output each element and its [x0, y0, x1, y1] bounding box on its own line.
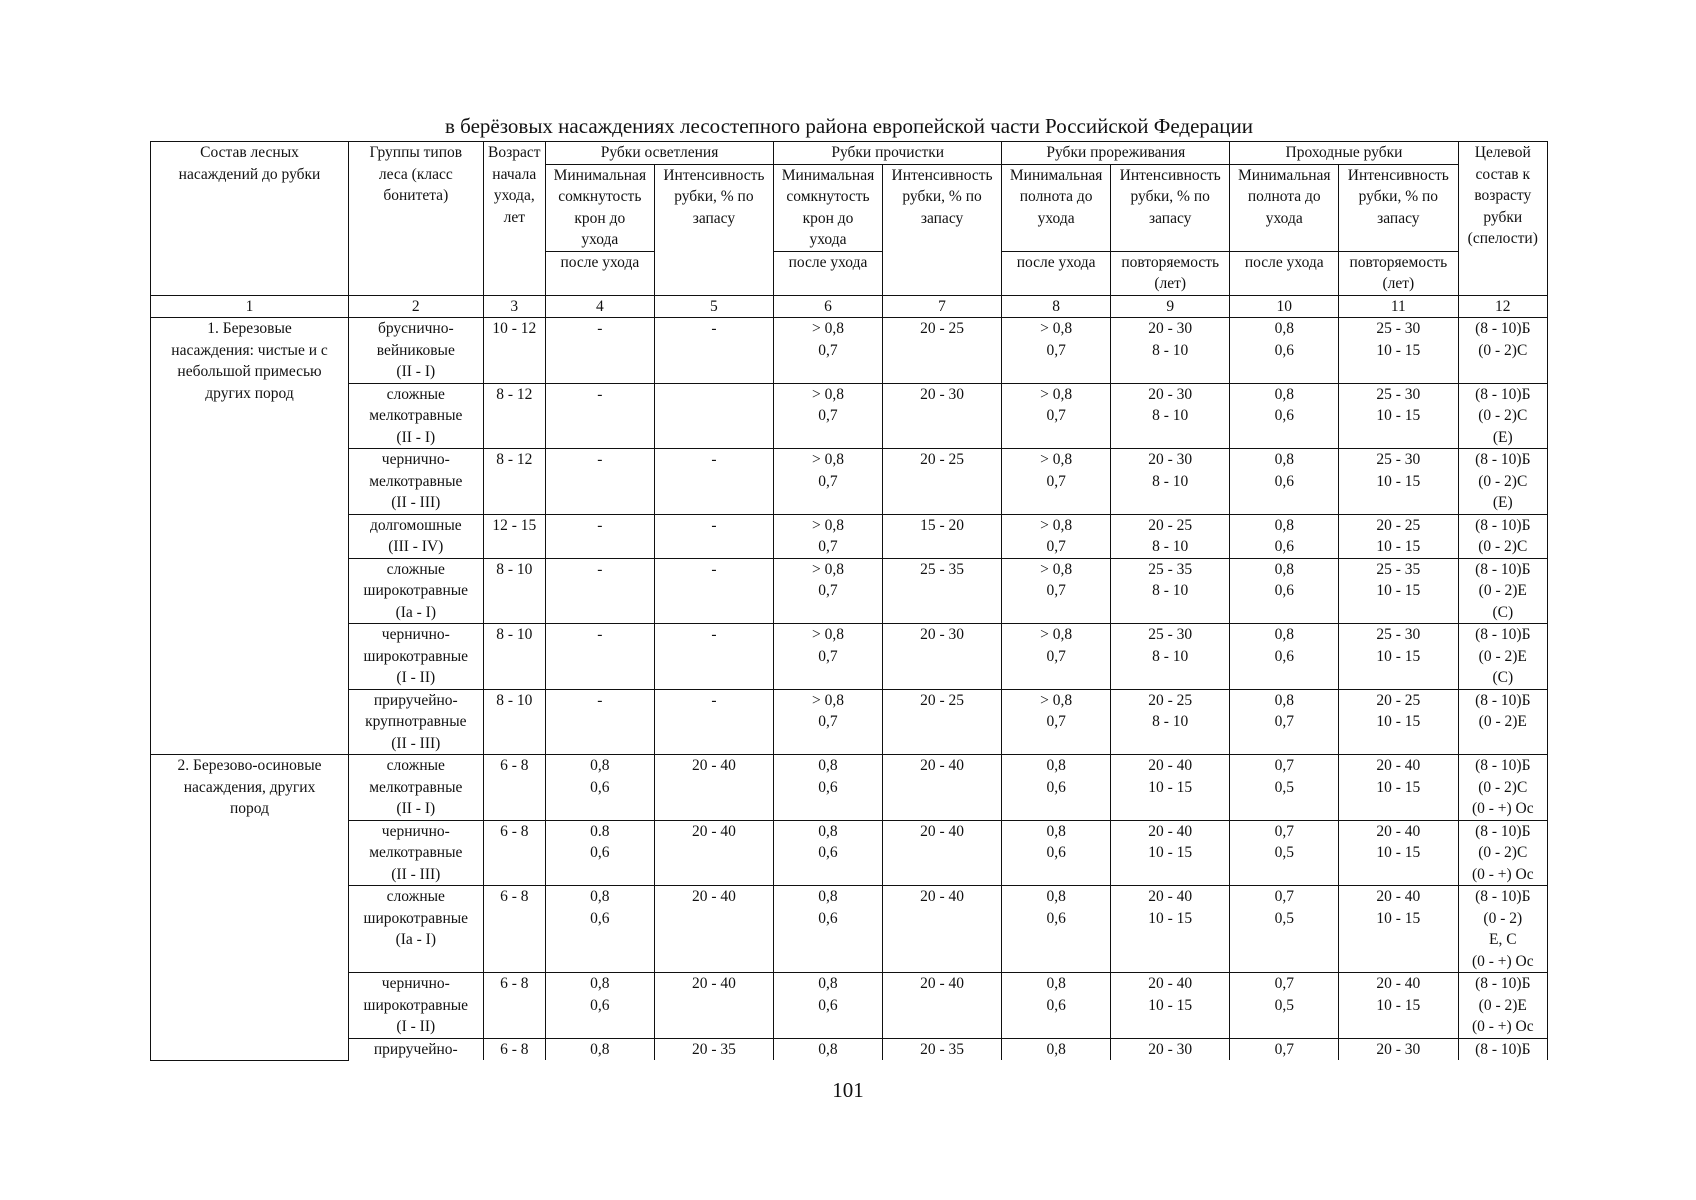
thinning-density-cell: > 0,8 0,7 [1002, 558, 1111, 624]
header-group-thinning: Рубки прореживания [1002, 142, 1230, 165]
thinning-intensity-cell: 20 - 30 8 - 10 [1110, 318, 1229, 384]
column-number: 6 [774, 295, 883, 318]
cleaning-closure-cell: 0,8 0,6 [545, 755, 654, 821]
passing-density-cell: 0,8 0,6 [1230, 558, 1339, 624]
header-group-passing: Проходные рубки [1230, 142, 1458, 165]
table-row [151, 755, 1548, 821]
cleaning-closure-cell: - [545, 558, 654, 624]
start-age-cell: 8 - 12 [483, 383, 545, 449]
thinning-density-cell: > 0,8 0,7 [1002, 624, 1111, 690]
start-age-cell: 8 - 10 [483, 624, 545, 690]
clearing-closure-cell: 0,8 0,6 [774, 755, 883, 821]
thinning-intensity-cell: 20 - 40 10 - 15 [1110, 973, 1229, 1039]
header-intensity: Интенсивность рубки, % по запасу [1339, 164, 1458, 251]
passing-intensity-cell: 25 - 30 10 - 15 [1339, 383, 1458, 449]
passing-intensity-cell: 25 - 30 10 - 15 [1339, 449, 1458, 515]
passing-density-cell: 0,8 0,6 [1230, 449, 1339, 515]
column-number: 11 [1339, 295, 1458, 318]
start-age-cell: 6 - 8 [483, 973, 545, 1039]
column-number: 12 [1458, 295, 1547, 318]
passing-density-cell: 0,8 0,6 [1230, 624, 1339, 690]
cleaning-closure-cell: - [545, 624, 654, 690]
table-row [151, 318, 1548, 384]
passing-intensity-cell: 20 - 40 10 - 15 [1339, 755, 1458, 821]
table-row [151, 973, 1548, 1039]
thinning-intensity-cell: 20 - 30 8 - 10 [1110, 449, 1229, 515]
cleaning-intensity-cell: 20 - 40 [654, 755, 773, 821]
header-row [151, 142, 1548, 165]
clearing-closure-cell: > 0,8 0,7 [774, 558, 883, 624]
column-number: 3 [483, 295, 545, 318]
header-min-closure: Минимальная сомкнутость крон до ухода [774, 164, 883, 251]
header-after-care: после ухода [1002, 251, 1111, 295]
table-row [151, 624, 1548, 690]
cleaning-closure-cell: - [545, 514, 654, 558]
target-composition-cell: (8 - 10)Б (0 - 2)С [1458, 514, 1547, 558]
passing-intensity-cell: 25 - 30 10 - 15 [1339, 624, 1458, 690]
table-row [151, 449, 1548, 515]
header-intensity: Интенсивность рубки, % по запасу [1110, 164, 1229, 251]
header-target-composition: Целевой состав к возрасту рубки (спелости) [1458, 142, 1547, 296]
clearing-intensity-cell: 20 - 30 [882, 383, 1001, 449]
clearing-closure-cell: > 0,8 0,7 [774, 514, 883, 558]
forest-type-cell: чернично- широкотравные (I - II) [349, 624, 484, 690]
thinning-intensity-cell: 20 - 40 10 - 15 [1110, 886, 1229, 973]
forest-type-cell: чернично- мелкотравные (II - III) [349, 820, 484, 886]
cleaning-intensity-cell: - [654, 318, 773, 384]
thinning-density-cell: 0,8 [1002, 1038, 1111, 1060]
clearing-closure-cell: > 0,8 0,7 [774, 449, 883, 515]
clearing-intensity-cell: 20 - 25 [882, 689, 1001, 755]
cleaning-closure-cell: - [545, 449, 654, 515]
target-composition-cell: (8 - 10)Б (0 - 2)С (0 - +) Ос [1458, 820, 1547, 886]
header-intensity: Интенсивность рубки, % по запасу [882, 164, 1001, 295]
table-row [151, 558, 1548, 624]
column-number: 8 [1002, 295, 1111, 318]
page-number: 101 [832, 1078, 864, 1102]
cleaning-intensity-cell: 20 - 40 [654, 820, 773, 886]
passing-intensity-cell: 20 - 25 10 - 15 [1339, 514, 1458, 558]
target-composition-cell: (8 - 10)Б (0 - 2)С (Е) [1458, 449, 1547, 515]
table-row [151, 383, 1548, 449]
header-after-care: после ухода [1230, 251, 1339, 295]
header-repeat: повторяемость (лет) [1110, 251, 1229, 295]
forest-type-cell: сложные широкотравные (Ia - I) [349, 886, 484, 973]
clearing-closure-cell: > 0,8 0,7 [774, 624, 883, 690]
passing-density-cell: 0,7 0,5 [1230, 973, 1339, 1039]
passing-density-cell: 0,8 0,6 [1230, 318, 1339, 384]
target-composition-cell: (8 - 10)Б (0 - 2)Е (С) [1458, 624, 1547, 690]
thinning-density-cell: > 0,8 0,7 [1002, 318, 1111, 384]
forest-type-cell: чернично- мелкотравные (II - III) [349, 449, 484, 515]
forest-type-cell: сложные мелкотравные (II - I) [349, 383, 484, 449]
cleaning-closure-cell: 0,8 [545, 1038, 654, 1060]
target-composition-cell: (8 - 10)Б [1458, 1038, 1547, 1060]
target-composition-cell: (8 - 10)Б (0 - 2)С [1458, 318, 1547, 384]
cleaning-intensity-cell: 20 - 35 [654, 1038, 773, 1060]
thinning-density-cell: > 0,8 0,7 [1002, 449, 1111, 515]
table-row [151, 689, 1548, 755]
header-start-age: Возраст начала ухода, лет [483, 142, 545, 296]
clearing-closure-cell: 0,8 0,6 [774, 886, 883, 973]
header-min-closure: Минимальная сомкнутость крон до ухода [545, 164, 654, 251]
clearing-intensity-cell: 20 - 40 [882, 886, 1001, 973]
passing-density-cell: 0,7 0,5 [1230, 886, 1339, 973]
thinning-density-cell: 0,8 0,6 [1002, 886, 1111, 973]
forest-type-cell: сложные мелкотравные (II - I) [349, 755, 484, 821]
clearing-intensity-cell: 20 - 30 [882, 624, 1001, 690]
passing-intensity-cell: 20 - 40 10 - 15 [1339, 820, 1458, 886]
column-number: 9 [1110, 295, 1229, 318]
passing-intensity-cell: 25 - 30 10 - 15 [1339, 318, 1458, 384]
start-age-cell: 6 - 8 [483, 820, 545, 886]
clearing-intensity-cell: 20 - 40 [882, 820, 1001, 886]
thinning-density-cell: 0,8 0,6 [1002, 820, 1111, 886]
target-composition-cell: (8 - 10)Б (0 - 2)Е (0 - +) Ос [1458, 973, 1547, 1039]
header-after-care: после ухода [545, 251, 654, 295]
thinning-density-cell: > 0,8 0,7 [1002, 383, 1111, 449]
target-composition-cell: (8 - 10)Б (0 - 2)Е (С) [1458, 558, 1547, 624]
passing-intensity-cell: 20 - 40 10 - 15 [1339, 973, 1458, 1039]
header-min-density: Минимальная полнота до ухода [1002, 164, 1111, 251]
clearing-closure-cell: > 0,8 0,7 [774, 318, 883, 384]
clearing-intensity-cell: 20 - 40 [882, 755, 1001, 821]
thinning-density-cell: 0,8 0,6 [1002, 973, 1111, 1039]
start-age-cell: 8 - 12 [483, 449, 545, 515]
thinning-intensity-cell: 20 - 25 8 - 10 [1110, 689, 1229, 755]
passing-density-cell: 0,7 0,5 [1230, 820, 1339, 886]
passing-density-cell: 0,7 0,5 [1230, 755, 1339, 821]
clearing-closure-cell: > 0,8 0,7 [774, 383, 883, 449]
cleaning-intensity-cell: - [654, 449, 773, 515]
header-after-care: после ухода [774, 251, 883, 295]
cleaning-intensity-cell: - [654, 514, 773, 558]
thinning-intensity-cell: 20 - 30 [1110, 1038, 1229, 1060]
start-age-cell: 6 - 8 [483, 886, 545, 973]
target-composition-cell: (8 - 10)Б (0 - 2) Е, С (0 - +) Ос [1458, 886, 1547, 973]
clearing-intensity-cell: 20 - 25 [882, 449, 1001, 515]
thinning-intensity-cell: 25 - 35 8 - 10 [1110, 558, 1229, 624]
cleaning-closure-cell: 0.8 0,6 [545, 820, 654, 886]
cleaning-closure-cell: 0,8 0,6 [545, 973, 654, 1039]
clearing-intensity-cell: 15 - 20 [882, 514, 1001, 558]
column-number: 5 [654, 295, 773, 318]
column-number: 1 [151, 295, 349, 318]
column-number: 7 [882, 295, 1001, 318]
clearing-closure-cell: 0,8 [774, 1038, 883, 1060]
start-age-cell: 8 - 10 [483, 689, 545, 755]
passing-density-cell: 0,8 0,6 [1230, 514, 1339, 558]
header-intensity: Интенсивность рубки, % по запасу [654, 164, 773, 295]
column-number: 2 [349, 295, 484, 318]
cleaning-intensity-cell: - [654, 558, 773, 624]
passing-intensity-cell: 25 - 35 10 - 15 [1339, 558, 1458, 624]
start-age-cell: 6 - 8 [483, 1038, 545, 1060]
start-age-cell: 6 - 8 [483, 755, 545, 821]
thinning-density-cell: > 0,8 0,7 [1002, 689, 1111, 755]
cleaning-intensity-cell: 20 - 40 [654, 886, 773, 973]
forest-type-cell: бруснично- вейниковые (II - I) [349, 318, 484, 384]
cleaning-intensity-cell: - [654, 689, 773, 755]
forest-type-cell: сложные широкотравные (Ia - I) [349, 558, 484, 624]
clearing-intensity-cell: 20 - 40 [882, 973, 1001, 1039]
target-composition-cell: (8 - 10)Б (0 - 2)С (Е) [1458, 383, 1547, 449]
table-title: в берёзовых насаждениях лесостепного района европейской части Российской Федерации [445, 114, 1253, 138]
thinning-density-cell: 0,8 0,6 [1002, 755, 1111, 821]
target-composition-cell: (8 - 10)Б (0 - 2)Е [1458, 689, 1547, 755]
passing-density-cell: 0,7 [1230, 1038, 1339, 1060]
clearing-intensity-cell: 25 - 35 [882, 558, 1001, 624]
header-forest-type: Группы типов леса (класс бонитета) [349, 142, 484, 296]
silviculture-table [150, 141, 1548, 1061]
cleaning-intensity-cell: 20 - 40 [654, 973, 773, 1039]
clearing-closure-cell: > 0,8 0,7 [774, 689, 883, 755]
target-composition-cell: (8 - 10)Б (0 - 2)С (0 - +) Ос [1458, 755, 1547, 821]
forest-type-cell: приручейно- [349, 1038, 484, 1060]
thinning-intensity-cell: 20 - 40 10 - 15 [1110, 755, 1229, 821]
column-number: 10 [1230, 295, 1339, 318]
header-group-clearing: Рубки прочистки [774, 142, 1002, 165]
group-name-cell: 1. Березовые насаждения: чистые и с небольшой примесью других пород [151, 318, 349, 755]
thinning-intensity-cell: 20 - 40 10 - 15 [1110, 820, 1229, 886]
passing-density-cell: 0,8 0,7 [1230, 689, 1339, 755]
thinning-density-cell: > 0,8 0,7 [1002, 514, 1111, 558]
cleaning-closure-cell: 0,8 0,6 [545, 886, 654, 973]
forest-type-cell: долгомошные (III - IV) [349, 514, 484, 558]
cleaning-closure-cell: - [545, 383, 654, 449]
thinning-intensity-cell: 20 - 25 8 - 10 [1110, 514, 1229, 558]
start-age-cell: 8 - 10 [483, 558, 545, 624]
clearing-intensity-cell: 20 - 25 [882, 318, 1001, 384]
thinning-intensity-cell: 25 - 30 8 - 10 [1110, 624, 1229, 690]
clearing-intensity-cell: 20 - 35 [882, 1038, 1001, 1060]
header-group-cleaning: Рубки осветления [545, 142, 773, 165]
header-repeat: повторяемость (лет) [1339, 251, 1458, 295]
table-row [151, 886, 1548, 973]
passing-intensity-cell: 20 - 40 10 - 15 [1339, 886, 1458, 973]
group-name-cell: 2. Березово-осиновые насаждения, других пород [151, 755, 349, 1061]
header-min-density: Минимальная полнота до ухода [1230, 164, 1339, 251]
clearing-closure-cell: 0,8 0,6 [774, 973, 883, 1039]
start-age-cell: 10 - 12 [483, 318, 545, 384]
passing-density-cell: 0,8 0,6 [1230, 383, 1339, 449]
header-composition: Состав лесных насаждений до рубки [151, 142, 349, 296]
start-age-cell: 12 - 15 [483, 514, 545, 558]
cleaning-intensity-cell [654, 383, 773, 449]
table-row [151, 820, 1548, 886]
cleaning-closure-cell: - [545, 318, 654, 384]
clearing-closure-cell: 0,8 0,6 [774, 820, 883, 886]
thinning-intensity-cell: 20 - 30 8 - 10 [1110, 383, 1229, 449]
forest-type-cell: чернично- широкотравные (I - II) [349, 973, 484, 1039]
cleaning-closure-cell: - [545, 689, 654, 755]
column-number-row [151, 295, 1548, 318]
passing-intensity-cell: 20 - 30 [1339, 1038, 1458, 1060]
table-row [151, 514, 1548, 558]
table-row [151, 1038, 1548, 1060]
passing-intensity-cell: 20 - 25 10 - 15 [1339, 689, 1458, 755]
cleaning-intensity-cell: - [654, 624, 773, 690]
column-number: 4 [545, 295, 654, 318]
forest-type-cell: приручейно- крупнотравные (II - III) [349, 689, 484, 755]
